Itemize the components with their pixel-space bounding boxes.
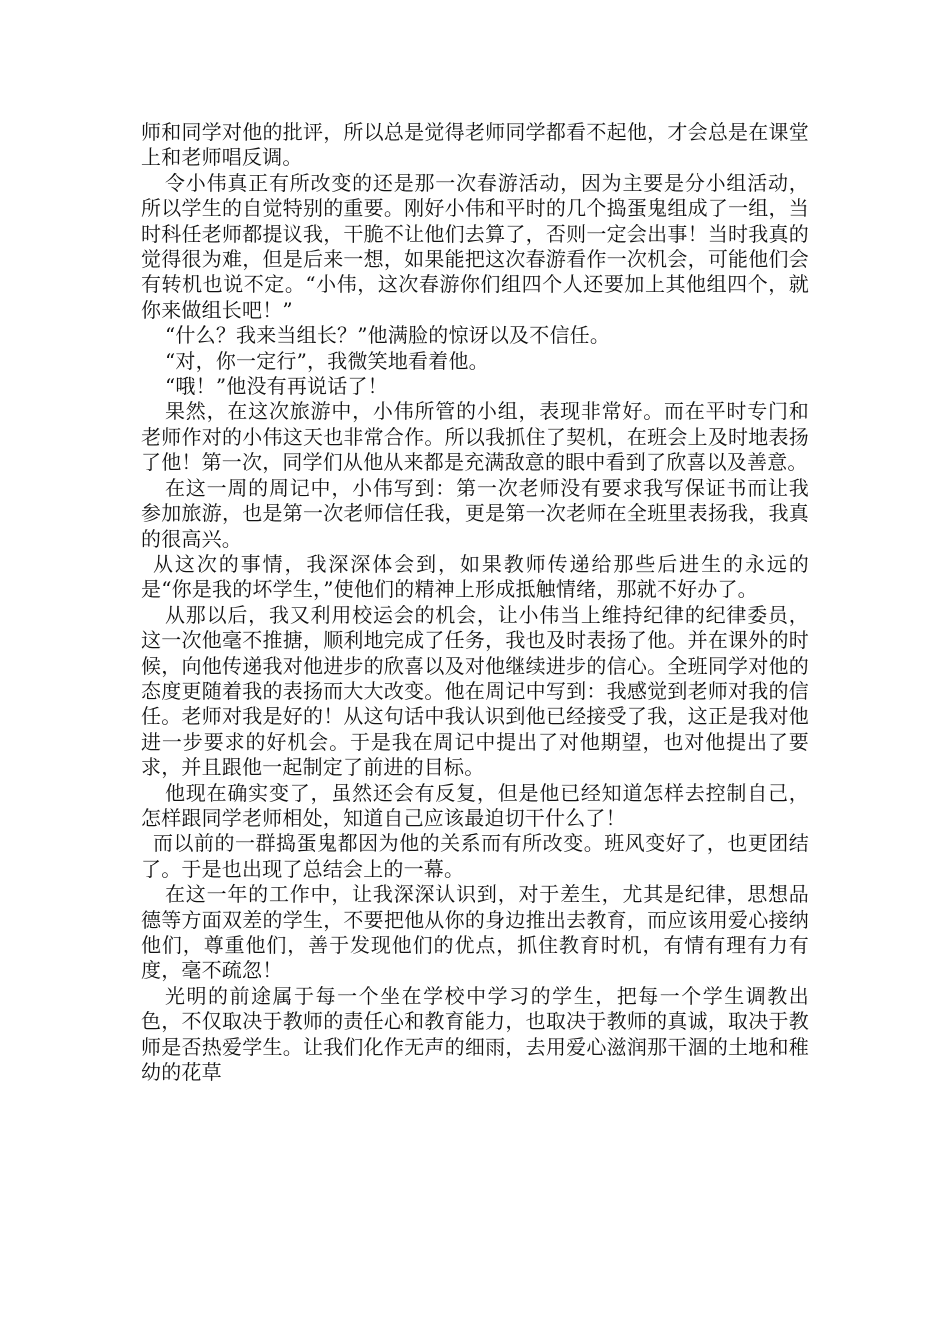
paragraph-5: “哦！”他没有再说话了！ [165, 374, 388, 399]
paragraph-13: 光明的前途属于每一个坐在学校中学习的学生，把每一个学生调教出色，不仅取决于教师的责任心和教育能力，也取决于教师的真诚，取决于教师是否热爱学生。让我们化作无声的细雨，去用爱心滋润那干涸的土地和稚幼的花草 [141, 983, 809, 1085]
paragraph-9: 从那以后，我又利用校运会的机会，让小伟当上维持纪律的纪律委员，这一次他毫不推搪，顺利地完成了任务，我也及时表扬了他。并在课外的时候，向他传递我对他进步的欣喜以及对他继续进步的信心。全班同学对他的态度更随着我的表扬而大大改变。他在周记中写到：我感觉到老师对我的信任。老师对我是好的！从这句话中我认识到他已经接受了我，这正是我对他进一步要求的好机会。于是我在周记中提出了对他期望，也对他提出了要求，并且跟他一起制定了前进的目标。 [141, 602, 809, 780]
paragraph-2: 令小伟真正有所改变的还是那一次春游活动，因为主要是分小组活动，所以学生的自觉特别的重要。刚好小伟和平时的几个捣蛋鬼组成了一组，当时科任老师都提议我，干脆不让他们去算了，否则一定会出事！当时我真的觉得很为难，但是后来一想，如果能把这次春游看作一次机会，可能他们会有转机也说不定。“小伟，这次春游你们组四个人还要加上其他组四个，就你来做组长吧！” [141, 170, 809, 322]
document-body [141, 120, 809, 1085]
paragraph-10: 他现在确实变了，虽然还会有反复，但是他已经知道怎样去控制自己，怎样跟同学老师相处，知道自己应该最迫切干什么了！ [141, 780, 809, 830]
paragraph-4: “对，你一定行”，我微笑地看着他。 [165, 348, 489, 373]
paragraph-1: 师和同学对他的批评，所以总是觉得老师同学都看不起他，才会总是在课堂上和老师唱反调。 [141, 120, 809, 170]
paragraph-11: 而以前的一群捣蛋鬼都因为他的关系而有所改变。班风变好了，也更团结了。于是也出现了总结会上的一幕。 [141, 831, 809, 881]
paragraph-3: “什么？我来当组长？”他满脸的惊讶以及不信任。 [165, 323, 611, 348]
paragraph-7: 在这一周的周记中，小伟写到：第一次老师没有要求我写保证书而让我参加旅游，也是第一次老师信任我，更是第一次老师在全班里表扬我，我真的很高兴。 [141, 475, 809, 551]
paragraph-6: 果然，在这次旅游中，小伟所管的小组，表现非常好。而在平时专门和老师作对的小伟这天也非常合作。所以我抓住了契机，在班会上及时地表扬了他！第一次，同学们从他从来都是充满敌意的眼中看到了欣喜以及善意。 [141, 399, 809, 475]
paragraph-8: 从这次的事情，我深深体会到，如果教师传递给那些后进生的永远的是“你是我的坏学生，”使他们的精神上形成抵触情绪，那就不好办了。 [141, 551, 809, 602]
paragraph-12: 在这一年的工作中，让我深深认识到，对于差生，尤其是纪律，思想品德等方面双差的学生，不要把他从你的身边推出去教育，而应该用爱心接纳他们，尊重他们，善于发现他们的优点，抓住教育时机，有情有理有力有度，毫不疏忽！ [141, 882, 809, 983]
